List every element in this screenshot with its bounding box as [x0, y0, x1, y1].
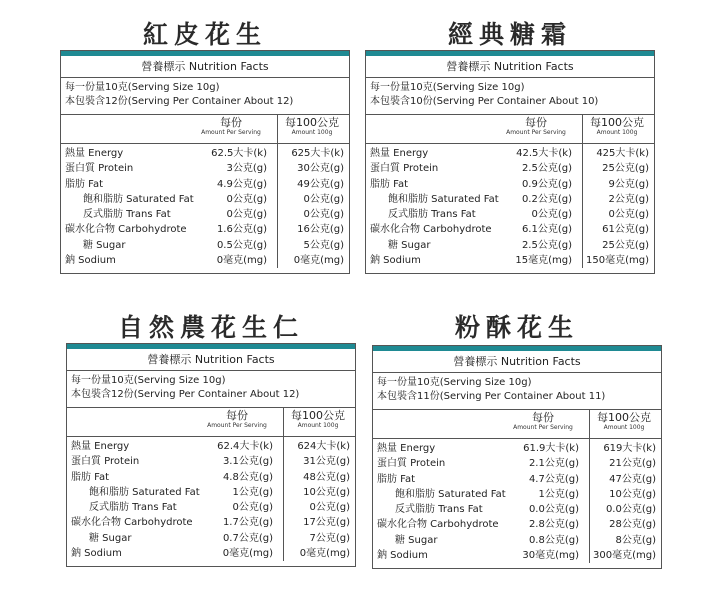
per-100g-value: 16公克(g)	[297, 224, 344, 236]
nutrient-label: 蛋白質 Protein	[377, 458, 446, 470]
nutrient-label: 碳水化合物 Carbohydrote	[65, 224, 187, 236]
nutrient-label: 反式脂肪 Trans Fat	[388, 209, 476, 221]
per-serving-value: 0.7公克(g)	[222, 532, 273, 544]
per-serving-header: 每份 Amount Per Serving	[513, 411, 573, 431]
nutrient-label: 熱量 Energy	[71, 441, 130, 452]
per-serving-value: 2.5公克(g)	[521, 163, 572, 175]
nutrient-row	[366, 238, 654, 253]
column-header	[373, 409, 661, 439]
nutrient-row	[366, 146, 654, 161]
per-serving-value: 2.1公克(g)	[528, 458, 579, 470]
per-100g-value: 0公克(g)	[303, 193, 344, 205]
nutrient-row	[373, 456, 661, 471]
per-100g-value: 0公克(g)	[303, 209, 344, 221]
per-100g-header: 每100公克 Amount 100g	[597, 411, 651, 431]
nutrient-label: 熱量 Energy	[65, 148, 124, 159]
per-serving-value: 4.8公克(g)	[222, 471, 273, 483]
nutrient-row	[67, 454, 355, 469]
nutrient-label: 蛋白質 Protein	[370, 163, 439, 175]
product-title: 紅皮花生	[142, 20, 267, 49]
per-serving-value: 0.0公克(g)	[528, 504, 579, 516]
servings-per-container: 本包裝含10份(Serving Per Container About 10)	[370, 96, 599, 107]
column-divider	[277, 115, 278, 143]
serving-size: 每一份量10克(Serving Size 10g)	[71, 375, 226, 386]
nutrient-row	[67, 515, 355, 530]
nutrient-label: 鈉 Sodium	[65, 255, 116, 267]
per-serving-value: 4.9公克(g)	[216, 178, 267, 190]
nutrient-rows	[366, 144, 654, 268]
nutrient-label: 蛋白質 Protein	[71, 456, 140, 468]
per-100g-value: 425大卡(k)	[596, 148, 649, 159]
nutrient-row	[61, 177, 349, 192]
nutrition-panel	[372, 345, 662, 569]
per-100g-value: 47公克(g)	[609, 473, 656, 485]
nutrient-label: 反式脂肪 Trans Fat	[83, 209, 171, 221]
per-serving-value: 0.9公克(g)	[521, 178, 572, 190]
per-serving-value: 2.5公克(g)	[521, 239, 572, 251]
per-100g-value: 48公克(g)	[303, 471, 350, 483]
nutrient-row	[366, 192, 654, 207]
per-serving-value: 15毫克(mg)	[515, 255, 572, 267]
nutrient-label: 碳水化合物 Carbohydrote	[71, 517, 193, 529]
per-serving-value: 4.7公克(g)	[528, 473, 579, 485]
nutrient-label: 飽和脂肪 Saturated Fat	[83, 193, 194, 205]
nutrient-row	[373, 517, 661, 532]
nutrient-label: 熱量 Energy	[377, 443, 436, 454]
column-divider	[582, 115, 583, 143]
nutrient-row	[67, 470, 355, 485]
per-100g-header: 每100公克 Amount 100g	[291, 409, 345, 429]
nutrient-row	[366, 222, 654, 237]
nutrient-row	[366, 177, 654, 192]
per-100g-value: 0.0公克(g)	[605, 504, 656, 516]
per-serving-value: 0公克(g)	[232, 502, 273, 514]
nutrient-label: 反式脂肪 Trans Fat	[395, 504, 483, 516]
nutrient-row	[61, 253, 349, 268]
nutrient-row	[61, 207, 349, 222]
nutrient-label: 脂肪 Fat	[370, 178, 409, 190]
nutrient-row	[373, 441, 661, 456]
per-100g-header: 每100公克 Amount 100g	[590, 116, 644, 136]
per-serving-header: 每份 Amount Per Serving	[207, 409, 267, 429]
nutrient-row	[61, 192, 349, 207]
per-serving-value: 0公克(g)	[226, 209, 267, 221]
per-serving-value: 0.5公克(g)	[216, 239, 267, 251]
nutrient-label: 糖 Sugar	[89, 532, 132, 544]
per-100g-value: 0毫克(mg)	[299, 548, 350, 560]
nutrient-row	[67, 531, 355, 546]
per-100g-value: 25公克(g)	[602, 163, 649, 175]
nutrient-row	[61, 238, 349, 253]
serving-info	[67, 371, 355, 407]
nutrient-label: 蛋白質 Protein	[65, 163, 134, 175]
product-title: 經典糖霜	[447, 20, 572, 49]
nutrient-label: 碳水化合物 Carbohydrote	[370, 224, 492, 236]
per-100g-value: 17公克(g)	[303, 517, 350, 529]
per-100g-value: 619大卡(k)	[603, 443, 656, 454]
per-serving-value: 1.7公克(g)	[222, 517, 273, 529]
nutrient-label: 熱量 Energy	[370, 148, 429, 159]
nutrient-label: 飽和脂肪 Saturated Fat	[388, 193, 499, 205]
per-serving-value: 42.5大卡(k)	[516, 148, 572, 159]
per-serving-value: 1.6公克(g)	[216, 224, 267, 236]
per-100g-value: 28公克(g)	[609, 519, 656, 531]
per-100g-value: 5公克(g)	[303, 239, 344, 251]
per-100g-value: 625大卡(k)	[291, 148, 344, 159]
per-100g-value: 0公克(g)	[608, 209, 649, 221]
serving-info	[366, 78, 654, 114]
nutrient-label: 鈉 Sodium	[377, 550, 428, 562]
panel-header: 營養標示 Nutrition Facts	[373, 351, 661, 373]
panel-header: 營養標示 Nutrition Facts	[366, 56, 654, 78]
per-100g-value: 2公克(g)	[608, 193, 649, 205]
column-divider	[283, 408, 284, 436]
nutrition-panel	[66, 343, 356, 567]
nutrient-row	[67, 546, 355, 561]
per-serving-header: 每份 Amount Per Serving	[506, 116, 566, 136]
per-serving-value: 61.9大卡(k)	[523, 443, 579, 454]
serving-info	[61, 78, 349, 114]
column-divider	[589, 410, 590, 438]
nutrient-label: 反式脂肪 Trans Fat	[89, 502, 177, 514]
nutrient-label: 糖 Sugar	[395, 534, 438, 546]
nutrient-label: 飽和脂肪 Saturated Fat	[89, 486, 200, 498]
serving-size: 每一份量10克(Serving Size 10g)	[370, 82, 525, 93]
per-100g-value: 49公克(g)	[297, 178, 344, 190]
per-100g-value: 25公克(g)	[602, 239, 649, 251]
column-header	[61, 114, 349, 144]
nutrient-label: 糖 Sugar	[388, 239, 431, 251]
nutrient-row	[373, 472, 661, 487]
per-100g-value: 0毫克(mg)	[293, 255, 344, 267]
per-serving-value: 3公克(g)	[226, 163, 267, 175]
servings-per-container: 本包裝含12份(Serving Per Container About 12)	[65, 96, 294, 107]
per-serving-value: 1公克(g)	[538, 488, 579, 500]
panel-header: 營養標示 Nutrition Facts	[67, 349, 355, 371]
nutrient-row	[61, 146, 349, 161]
per-100g-value: 21公克(g)	[609, 458, 656, 470]
servings-per-container: 本包裝含12份(Serving Per Container About 12)	[71, 389, 300, 400]
column-header	[67, 407, 355, 437]
per-100g-value: 300毫克(mg)	[593, 550, 656, 562]
per-100g-value: 0公克(g)	[309, 502, 350, 514]
per-serving-value: 0毫克(mg)	[216, 255, 267, 267]
per-100g-value: 10公克(g)	[303, 486, 350, 498]
nutrient-row	[366, 253, 654, 268]
product-title: 自然農花生仁	[117, 313, 304, 342]
product-title: 粉酥花生	[454, 313, 579, 342]
per-serving-value: 6.1公克(g)	[521, 224, 572, 236]
serving-size: 每一份量10克(Serving Size 10g)	[377, 377, 532, 388]
per-100g-value: 61公克(g)	[602, 224, 649, 236]
per-serving-value: 2.8公克(g)	[528, 519, 579, 531]
nutrient-row	[373, 502, 661, 517]
nutrient-label: 鈉 Sodium	[370, 255, 421, 267]
nutrient-row	[61, 222, 349, 237]
nutrient-rows	[61, 144, 349, 268]
nutrient-label: 脂肪 Fat	[71, 471, 110, 483]
per-100g-value: 10公克(g)	[609, 488, 656, 500]
nutrient-label: 脂肪 Fat	[377, 473, 416, 485]
per-serving-value: 62.5大卡(k)	[211, 148, 267, 159]
nutrient-row	[373, 487, 661, 502]
per-100g-value: 8公克(g)	[615, 534, 656, 546]
per-100g-value: 31公克(g)	[303, 456, 350, 468]
nutrient-row	[67, 500, 355, 515]
per-100g-value: 624大卡(k)	[297, 441, 350, 452]
per-100g-header: 每100公克 Amount 100g	[285, 116, 339, 136]
per-serving-value: 0毫克(mg)	[222, 548, 273, 560]
per-serving-value: 1公克(g)	[232, 486, 273, 498]
nutrient-row	[373, 548, 661, 563]
nutrient-row	[366, 161, 654, 176]
nutrient-label: 糖 Sugar	[83, 239, 126, 251]
per-serving-value: 0公克(g)	[531, 209, 572, 221]
nutrient-rows	[373, 439, 661, 563]
nutrient-label: 碳水化合物 Carbohydrote	[377, 519, 499, 531]
nutrition-panel	[365, 50, 655, 274]
nutrient-row	[67, 485, 355, 500]
per-serving-value: 0.2公克(g)	[521, 193, 572, 205]
nutrition-panel	[60, 50, 350, 274]
per-serving-value: 3.1公克(g)	[222, 456, 273, 468]
nutrient-rows	[67, 437, 355, 561]
nutrient-label: 飽和脂肪 Saturated Fat	[395, 488, 506, 500]
per-serving-value: 30毫克(mg)	[522, 550, 579, 562]
per-100g-value: 30公克(g)	[297, 163, 344, 175]
per-100g-value: 150毫克(mg)	[586, 255, 649, 267]
serving-info	[373, 373, 661, 409]
per-serving-value: 0公克(g)	[226, 193, 267, 205]
nutrient-row	[61, 161, 349, 176]
per-serving-header: 每份 Amount Per Serving	[201, 116, 261, 136]
per-100g-value: 7公克(g)	[309, 532, 350, 544]
per-serving-value: 0.8公克(g)	[528, 534, 579, 546]
nutrient-row	[366, 207, 654, 222]
panel-header: 營養標示 Nutrition Facts	[61, 56, 349, 78]
serving-size: 每一份量10克(Serving Size 10g)	[65, 82, 220, 93]
nutrient-label: 脂肪 Fat	[65, 178, 104, 190]
per-100g-value: 9公克(g)	[608, 178, 649, 190]
per-serving-value: 62.4大卡(k)	[217, 441, 273, 452]
column-header	[366, 114, 654, 144]
nutrient-label: 鈉 Sodium	[71, 548, 122, 560]
nutrient-row	[373, 533, 661, 548]
nutrient-row	[67, 439, 355, 454]
servings-per-container: 本包裝含11份(Serving Per Container About 11)	[377, 391, 606, 402]
